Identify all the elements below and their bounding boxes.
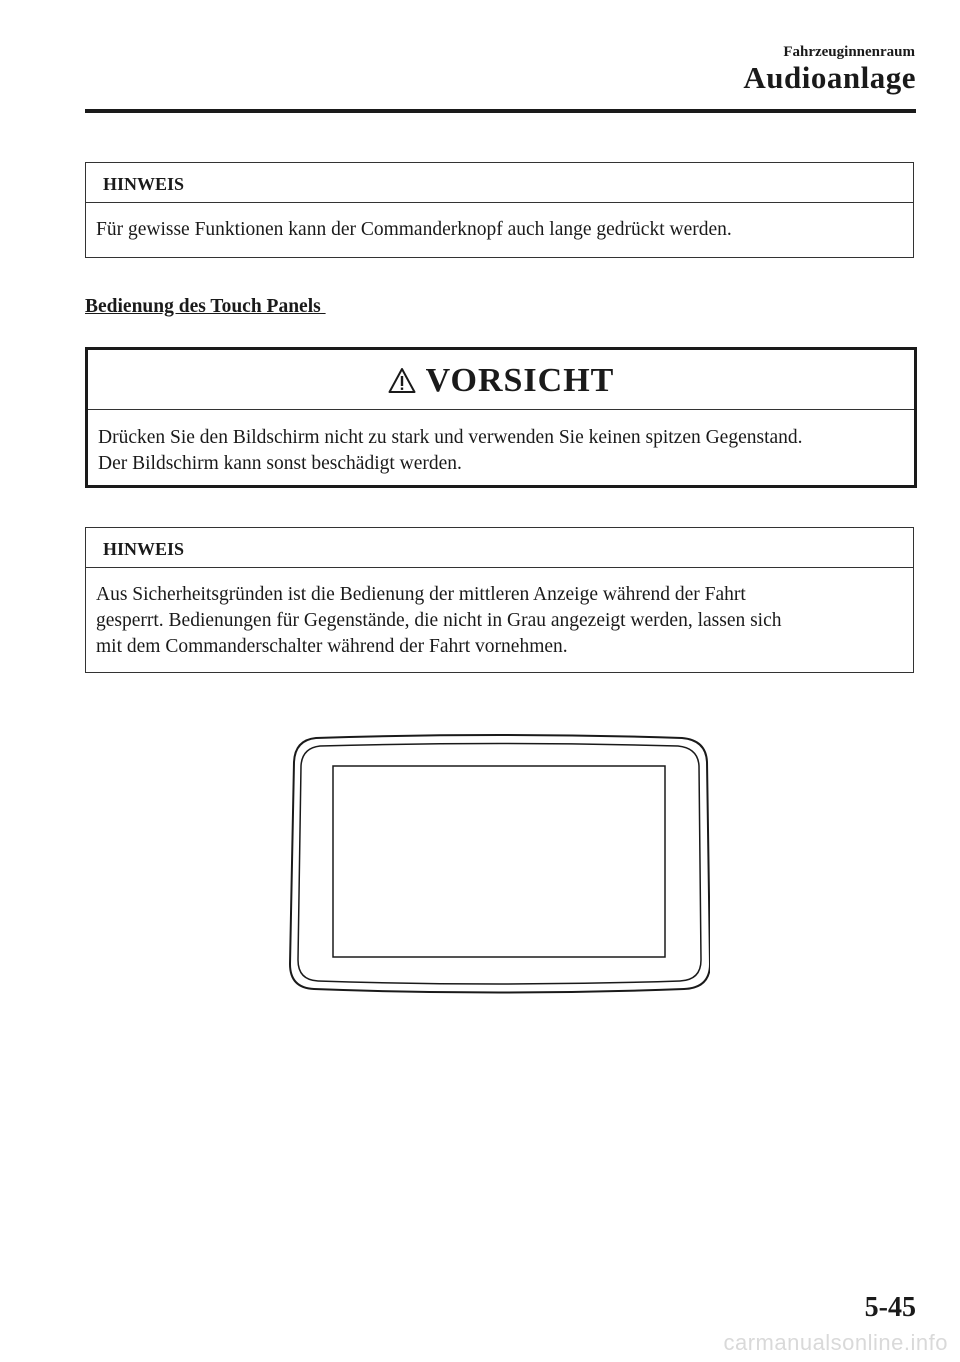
page-number: 5-45 [864, 1292, 916, 1323]
caution-text [88, 410, 914, 477]
caution-line: Der Bildschirm kann sonst beschädigt werden. [98, 453, 462, 474]
caution-header [88, 350, 914, 410]
watermark: carmanualsonline.info [723, 1330, 948, 1355]
note-text: Für gewisse Funktionen kann der Commanderknopf auch lange gedrückt werden. [96, 219, 732, 240]
caution-box [85, 347, 917, 488]
note-box-commander [85, 162, 914, 258]
caution-line: Drücken Sie den Bildschirm nicht zu stark und verwenden Sie keinen spitzen Gegenstand. [98, 427, 803, 448]
note-label: HINWEIS [86, 528, 913, 568]
caution-title: VORSICHT [425, 361, 615, 399]
page-title: Audioanlage [743, 60, 916, 95]
chapter-section: Fahrzeuginnenraum [783, 44, 915, 60]
note-line: Aus Sicherheitsgründen ist die Bedienung der mittleren Anzeige während der Fahrt [96, 584, 746, 605]
note-line: mit dem Commanderschalter während der Fahrt vornehmen. [96, 636, 568, 657]
header-divider [85, 109, 916, 113]
note-line: gesperrt. Bedienungen für Gegenstände, die nicht in Grau angezeigt werden, lassen sich [96, 610, 782, 631]
touch-panel-illustration [288, 732, 710, 994]
note-box-safety [85, 527, 914, 673]
warning-triangle-icon [388, 367, 416, 395]
note-label: HINWEIS [86, 163, 913, 203]
section-heading: Bedienung des Touch Panels [85, 296, 326, 317]
note-text [86, 568, 913, 660]
